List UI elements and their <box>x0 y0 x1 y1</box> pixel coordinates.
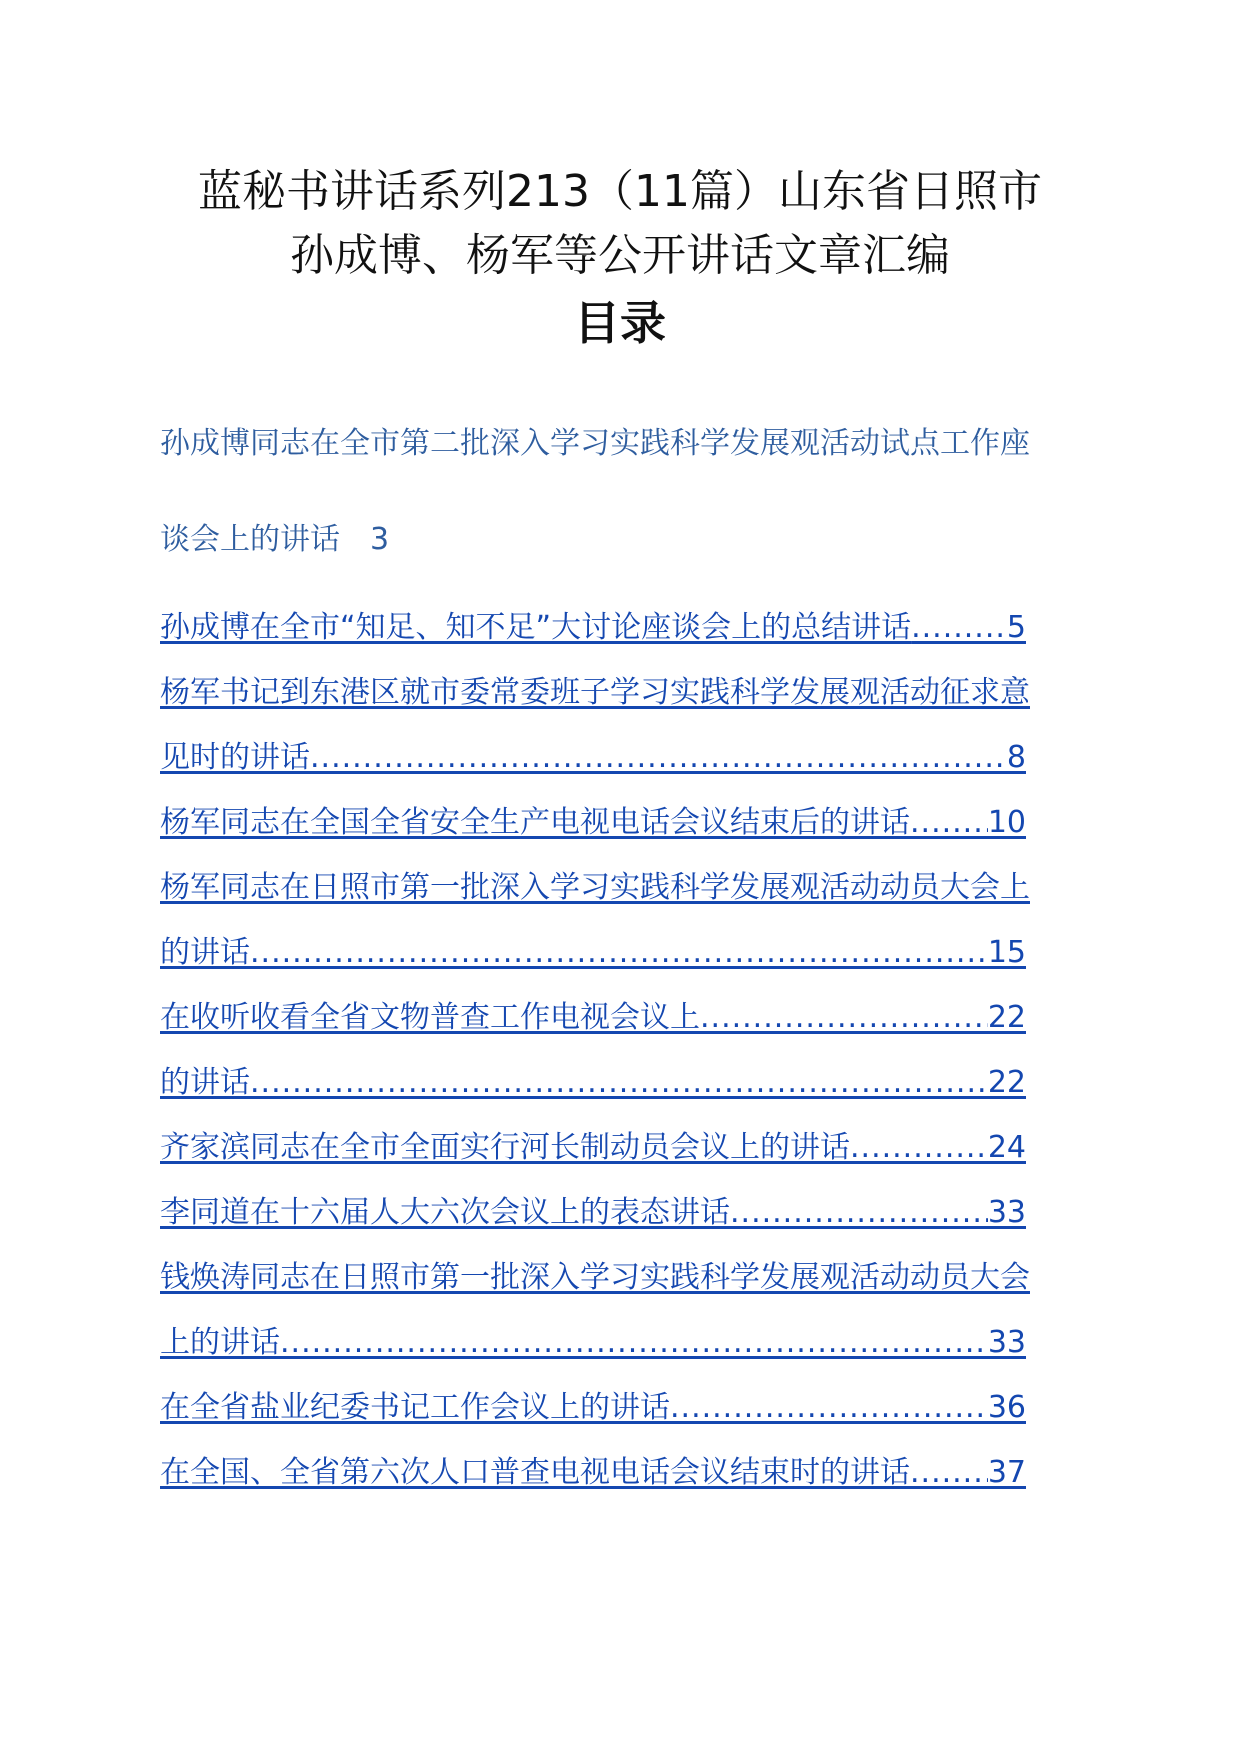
toc-entry-text: 在全省盐业纪委书记工作会议上的讲话 <box>160 1390 670 1425</box>
dot-leader <box>910 1455 988 1491</box>
toc-entry-link[interactable] <box>160 610 1026 646</box>
toc-page-number: 8 <box>1006 740 1026 775</box>
toc-entry-text: 杨军同志在全国全省安全生产电视电话会议结束后的讲话 <box>160 805 910 840</box>
toc-link-list <box>160 610 1100 1491</box>
dot-leader <box>250 1065 988 1101</box>
toc-page-number: 5 <box>1006 610 1026 645</box>
dot-leader <box>280 1325 988 1361</box>
toc-entry-text: 杨军同志在日照市第一批深入学习实践科学发展观活动动员大会上 <box>160 870 1030 905</box>
dot-leader <box>910 805 988 841</box>
toc-entry-text: 谈会上的讲话 <box>160 522 340 557</box>
toc-entry-plain-line-2 <box>160 522 1100 558</box>
toc-entry-link[interactable] <box>160 1260 1100 1296</box>
toc-entry-link[interactable] <box>160 870 1100 906</box>
toc-entry-link[interactable] <box>160 1130 1026 1166</box>
document-title-line-1: 蓝秘书讲话系列213（11篇）山东省日照市 <box>198 166 1042 217</box>
toc-entry-link[interactable] <box>160 1325 1026 1361</box>
toc-entry-link[interactable] <box>160 740 1026 776</box>
dot-leader <box>730 1195 988 1231</box>
dot-leader <box>911 610 1007 646</box>
toc-entry-text: 上的讲话 <box>160 1325 280 1360</box>
dot-leader <box>850 1130 988 1166</box>
toc-entry-link[interactable] <box>160 1195 1026 1231</box>
toc-entry-link[interactable] <box>160 805 1026 841</box>
toc-page-number: 24 <box>987 1130 1026 1165</box>
toc-page-number: 3 <box>370 522 390 557</box>
toc-entry-text: 在收听收看全省文物普查工作电视会议上 <box>160 1000 700 1035</box>
toc-entry-text: 孙成博同志在全市第二批深入学习实践科学发展观活动试点工作座 <box>160 426 1030 461</box>
toc-entry-link[interactable] <box>160 1390 1026 1426</box>
toc-entry-link[interactable] <box>160 675 1100 711</box>
toc-entry-link[interactable] <box>160 935 1026 971</box>
toc-entry-text: 见时的讲话 <box>160 740 310 775</box>
toc-page-number: 33 <box>987 1325 1026 1360</box>
toc-entry-text: 杨军书记到东港区就市委常委班子学习实践科学发展观活动征求意 <box>160 675 1030 710</box>
toc-entry-text: 钱焕涛同志在日照市第一批深入学习实践科学发展观活动动员大会 <box>160 1260 1030 1295</box>
toc-page-number: 22 <box>987 1065 1026 1100</box>
toc-entry-text: 在全国、全省第六次人口普查电视电话会议结束时的讲话 <box>160 1455 910 1490</box>
toc-page-number: 10 <box>987 805 1026 840</box>
document-title-line-2: 孙成博、杨军等公开讲话文章汇编 <box>290 230 950 281</box>
toc-page-number: 15 <box>987 935 1026 970</box>
toc-entry-link[interactable] <box>160 1455 1026 1491</box>
table-of-contents <box>160 418 1100 1520</box>
dot-leader <box>310 740 1007 776</box>
dot-leader <box>670 1390 988 1426</box>
toc-entry-link[interactable] <box>160 1065 1026 1101</box>
toc-page-number: 36 <box>987 1390 1026 1425</box>
toc-entry-text: 李同道在十六届人大六次会议上的表态讲话 <box>160 1195 730 1230</box>
toc-heading: 目录 <box>574 296 666 350</box>
title-block <box>0 160 1240 358</box>
toc-entry-text: 的讲话 <box>160 1065 250 1100</box>
toc-entry-link[interactable] <box>160 1000 1026 1036</box>
toc-entry-plain-line-1 <box>160 426 1100 462</box>
toc-page-number: 22 <box>987 1000 1026 1035</box>
dot-leader <box>250 935 988 971</box>
toc-entry-text: 孙成博在全市“知足、知不足”大讨论座谈会上的总结讲话 <box>160 610 912 645</box>
toc-page-number: 37 <box>987 1455 1026 1490</box>
toc-entry-text: 的讲话 <box>160 935 250 970</box>
toc-entry-text: 齐家滨同志在全市全面实行河长制动员会议上的讲话 <box>160 1130 850 1165</box>
toc-page-number: 33 <box>987 1195 1026 1230</box>
dot-leader <box>700 1000 988 1036</box>
